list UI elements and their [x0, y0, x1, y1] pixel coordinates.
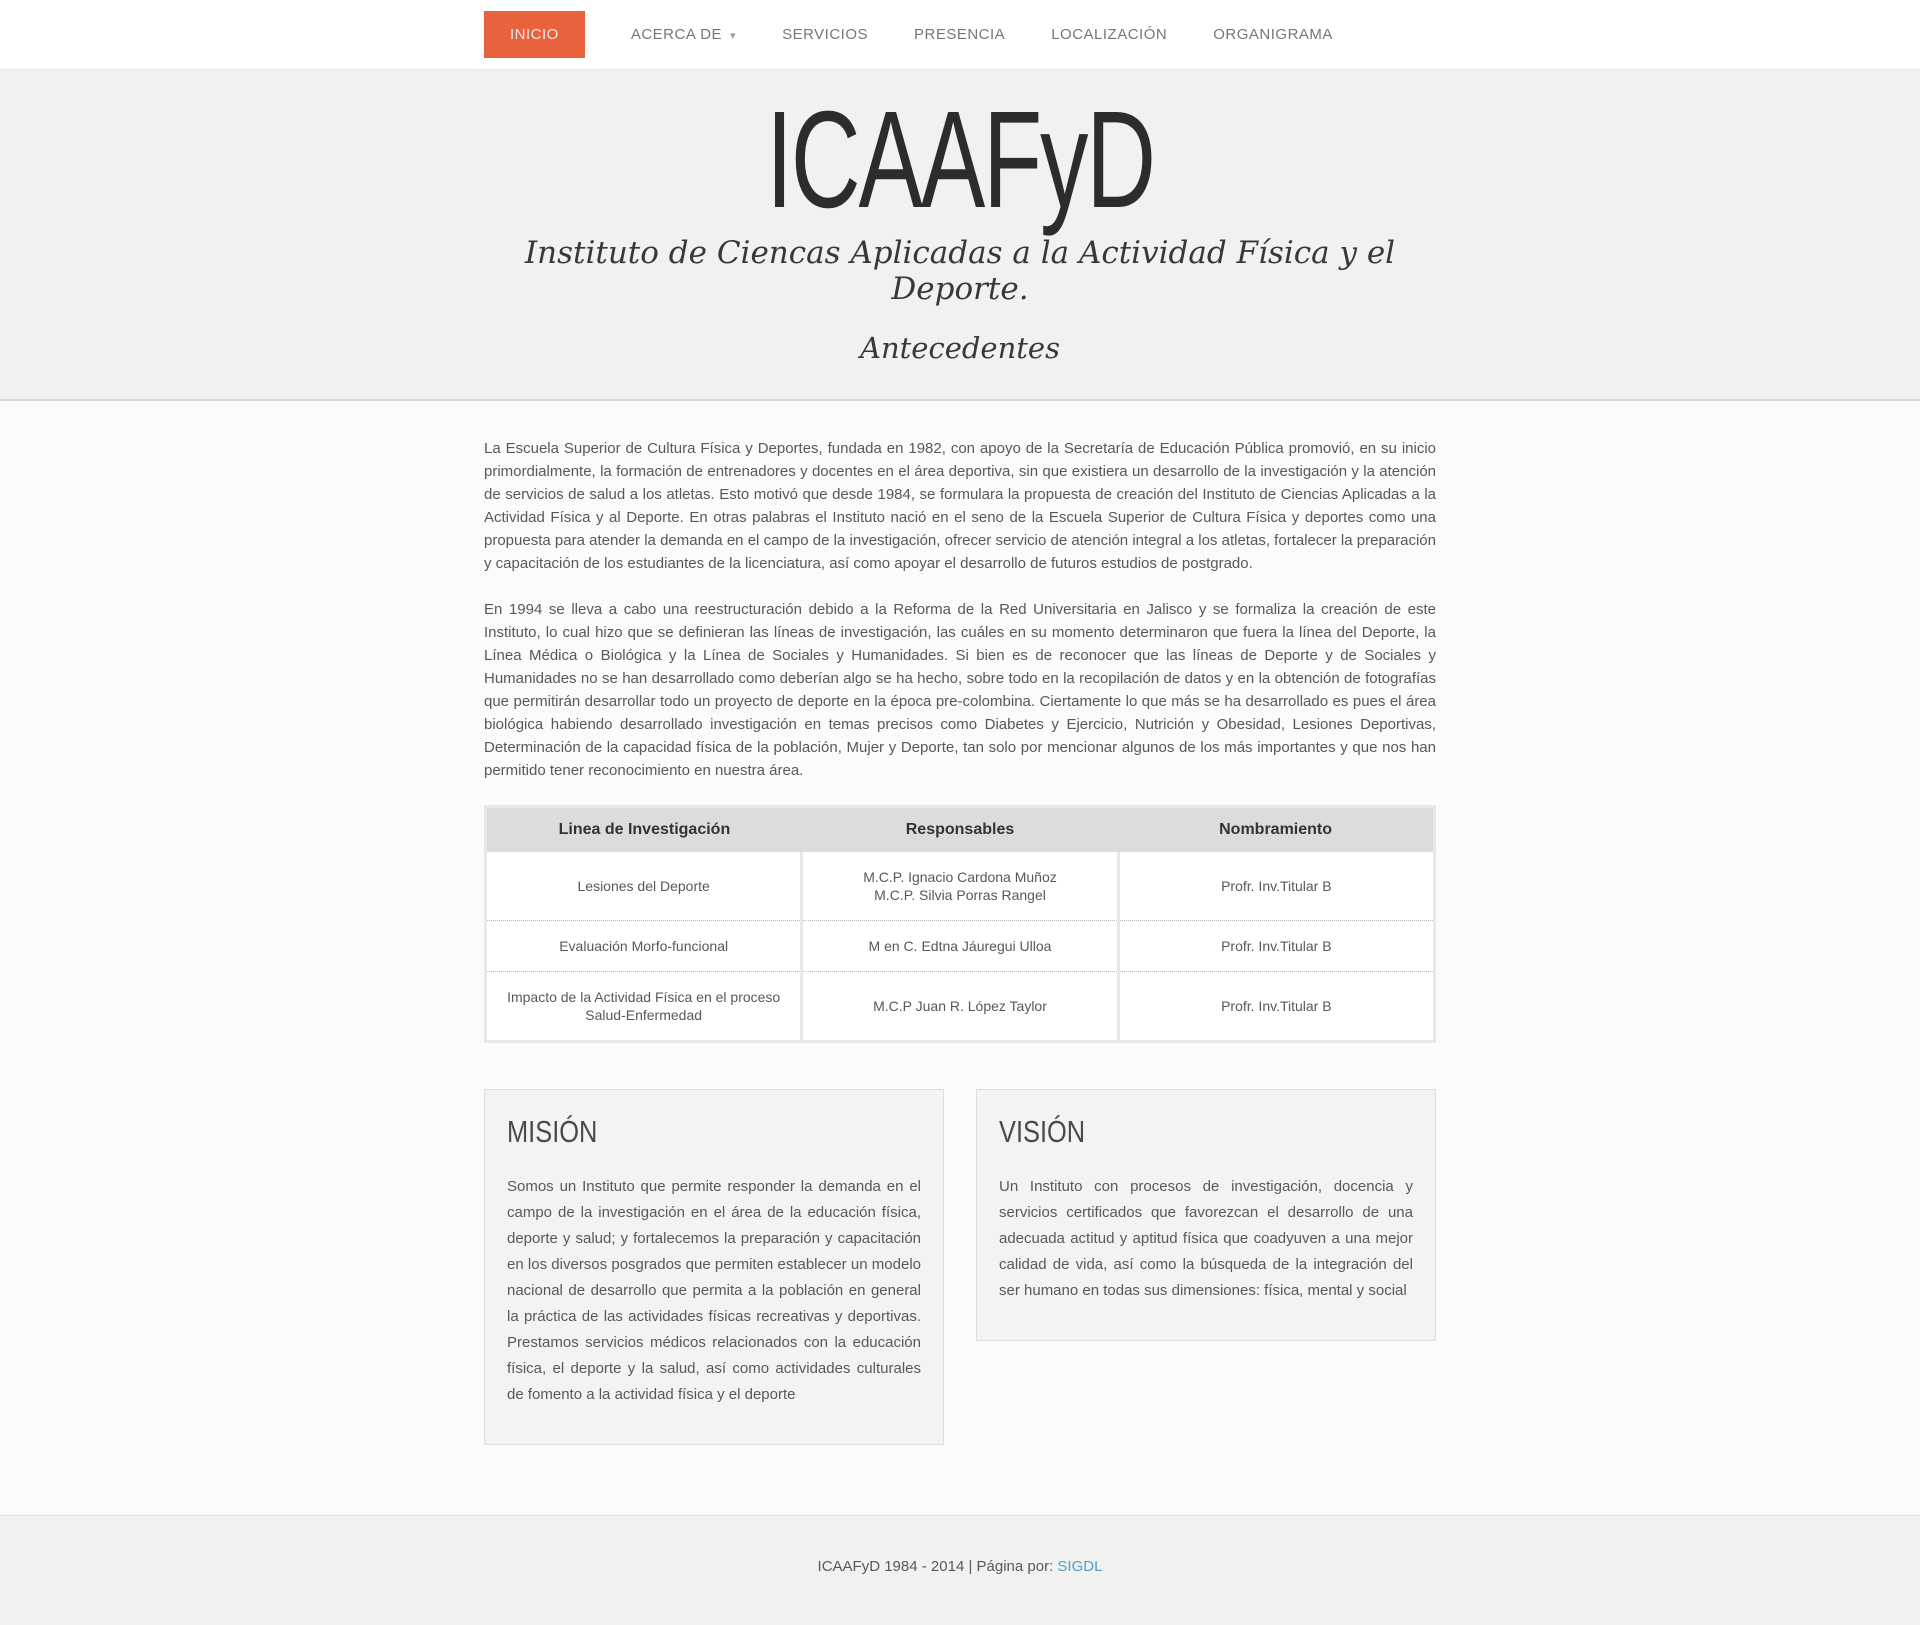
column-header-responsables: Responsables: [802, 806, 1118, 852]
site-subtitle: Instituto de Ciencas Aplicadas a la Actividad Física y el Deporte.: [524, 234, 1396, 307]
mission-text: Somos un Instituto que permite responder la demanda en el campo de la investigación en el área de la educación física, deporte y salud; y fortalecemos la preparación y capacitación en los diversos posgrados que permiten establecer un modelo nacional de desarrollo que permita a la población en general la práctica de las actividades físicas recreativas y deportivas. Prestamos servicios médicos relacionados con la educación física, el deporte y la salud, así como actividades culturales de fomento a la actividad física y el deporte: [507, 1177, 921, 1403]
footer-text: ICAAFyD 1984 - 2014 | Página por:: [817, 1557, 1054, 1575]
mission-title: MISIÓN: [507, 1113, 598, 1149]
vision-title: VISIÓN: [999, 1113, 1086, 1149]
nav-item-inicio[interactable]: INICIO: [484, 11, 585, 58]
responsable-line: M.C.P. Silvia Porras Rangel: [874, 886, 1046, 903]
table-header-row: [486, 806, 1435, 852]
page-title: Antecedentes: [860, 330, 1060, 365]
table-row: [486, 920, 1435, 971]
chevron-down-icon: ▾: [730, 30, 737, 42]
cell-nombramiento: Profr. Inv.Titular B: [1118, 920, 1434, 971]
cell-responsables: [802, 920, 1118, 971]
responsable-line: M.C.P Juan R. López Taylor: [873, 997, 1047, 1014]
column-header-linea: Linea de Investigación: [486, 806, 802, 852]
nav-item-presencia[interactable]: PRESENCIA: [914, 26, 1006, 43]
nav-item-servicios[interactable]: SERVICIOS: [782, 26, 868, 43]
cell-responsables: [802, 852, 1118, 921]
sigdl-link[interactable]: SIGDL: [1057, 1557, 1103, 1575]
nav-item-label: ACERCA DE: [630, 26, 723, 43]
table-row: [486, 971, 1435, 1041]
responsable-line: M.C.P. Ignacio Cardona Muñoz: [863, 868, 1057, 885]
cell-linea: Evaluación Morfo-funcional: [486, 920, 802, 971]
vision-box: [976, 1089, 1436, 1341]
page-footer: [0, 1515, 1920, 1625]
history-paragraph-2: En 1994 se lleva a cabo una reestructuración debido a la Reforma de la Red Universitaria en Jalisco y se formaliza la creación de este Instituto, lo cual hizo que se definieran las líneas de investigación, las cuáles en su momento determinaron que fuera la línea del Deporte, la Línea Médica o Biológica y la Línea de Sociales y Humanidades. Si bien es de reconocer que las líneas de Deporte y de Sociales y Humanidades no se han desarrollado como deberían algo se ha hecho, sobre todo en la recopilación de datos y en la obtención de fotografías que permitirán desarrollar todo un proyecto de deporte en la época pre-colombina. Ciertamente lo que más se ha desarrollado es pues el área biológica habiendo desarrollado investigación en temas precisos como Diabetes y Ejercicio, Nutrición y Obesidad, Lesiones Deportivas, Determinación de la capacidad física de la población, Mujer y Deporte, tan solo por mencionar algunos de los más importantes y que nos han permitido tener reconocimiento en nuestra área.: [484, 600, 1436, 779]
cell-linea: Impacto de la Actividad Física en el proceso Salud-Enfermedad: [486, 971, 802, 1041]
cell-linea: Lesiones del Deporte: [486, 852, 802, 921]
table-row: [486, 852, 1435, 921]
mission-box: [484, 1089, 944, 1445]
cell-nombramiento: Profr. Inv.Titular B: [1118, 852, 1434, 921]
responsable-line: M en C. Edtna Jáuregui Ulloa: [868, 937, 1052, 954]
main-content: [0, 401, 1920, 1515]
top-navbar: [0, 0, 1920, 70]
column-header-nombramiento: Nombramiento: [1118, 806, 1434, 852]
nav-item-acerca-de[interactable]: [631, 26, 736, 43]
nav-item-localizacion[interactable]: LOCALIZACIÓN: [1051, 26, 1168, 43]
history-paragraph-1: La Escuela Superior de Cultura Física y Deportes, fundada en 1982, con apoyo de la Secretaría de Educación Pública promovió, en su inicio primordialmente, la formación de entrenadores y docentes en el área deportiva, sin que existiera un desarrollo de la investigación y la atención de servicios de salud a los atletas. Esto motivó que desde 1984, se formulara la propuesta de creación del Instituto de Ciencias Aplicadas a la Actividad Física y al Deporte. En otras palabras el Instituto nació en el seno de la Escuela Superior de Cultura Física y deportes como una propuesta para atender la demanda en el campo de la investigación, ofrecer servicio de atención integral a los atletas, fortalecer la preparación y capacitación de los estudiantes de la licenciatura, así como apoyar el desarrollo de futuros estudios de postgrado.: [484, 439, 1436, 572]
cell-responsables: [802, 971, 1118, 1041]
vision-text: Un Instituto con procesos de investigación, docencia y servicios certificados que favorezcan el desarrollo de una adecuada actitud y aptitud física que coadyuven a una mejor calidad de vida, así como la búsqueda de la integración del ser humano en todas sus dimensiones: física, mental y social: [999, 1177, 1413, 1299]
site-title: ICAAFyD: [766, 83, 1154, 237]
research-lines-table: [484, 805, 1436, 1043]
nav-item-organigrama[interactable]: ORGANIGRAMA: [1213, 26, 1333, 43]
cell-nombramiento: Profr. Inv.Titular B: [1118, 971, 1434, 1041]
hero-header: [0, 70, 1920, 401]
